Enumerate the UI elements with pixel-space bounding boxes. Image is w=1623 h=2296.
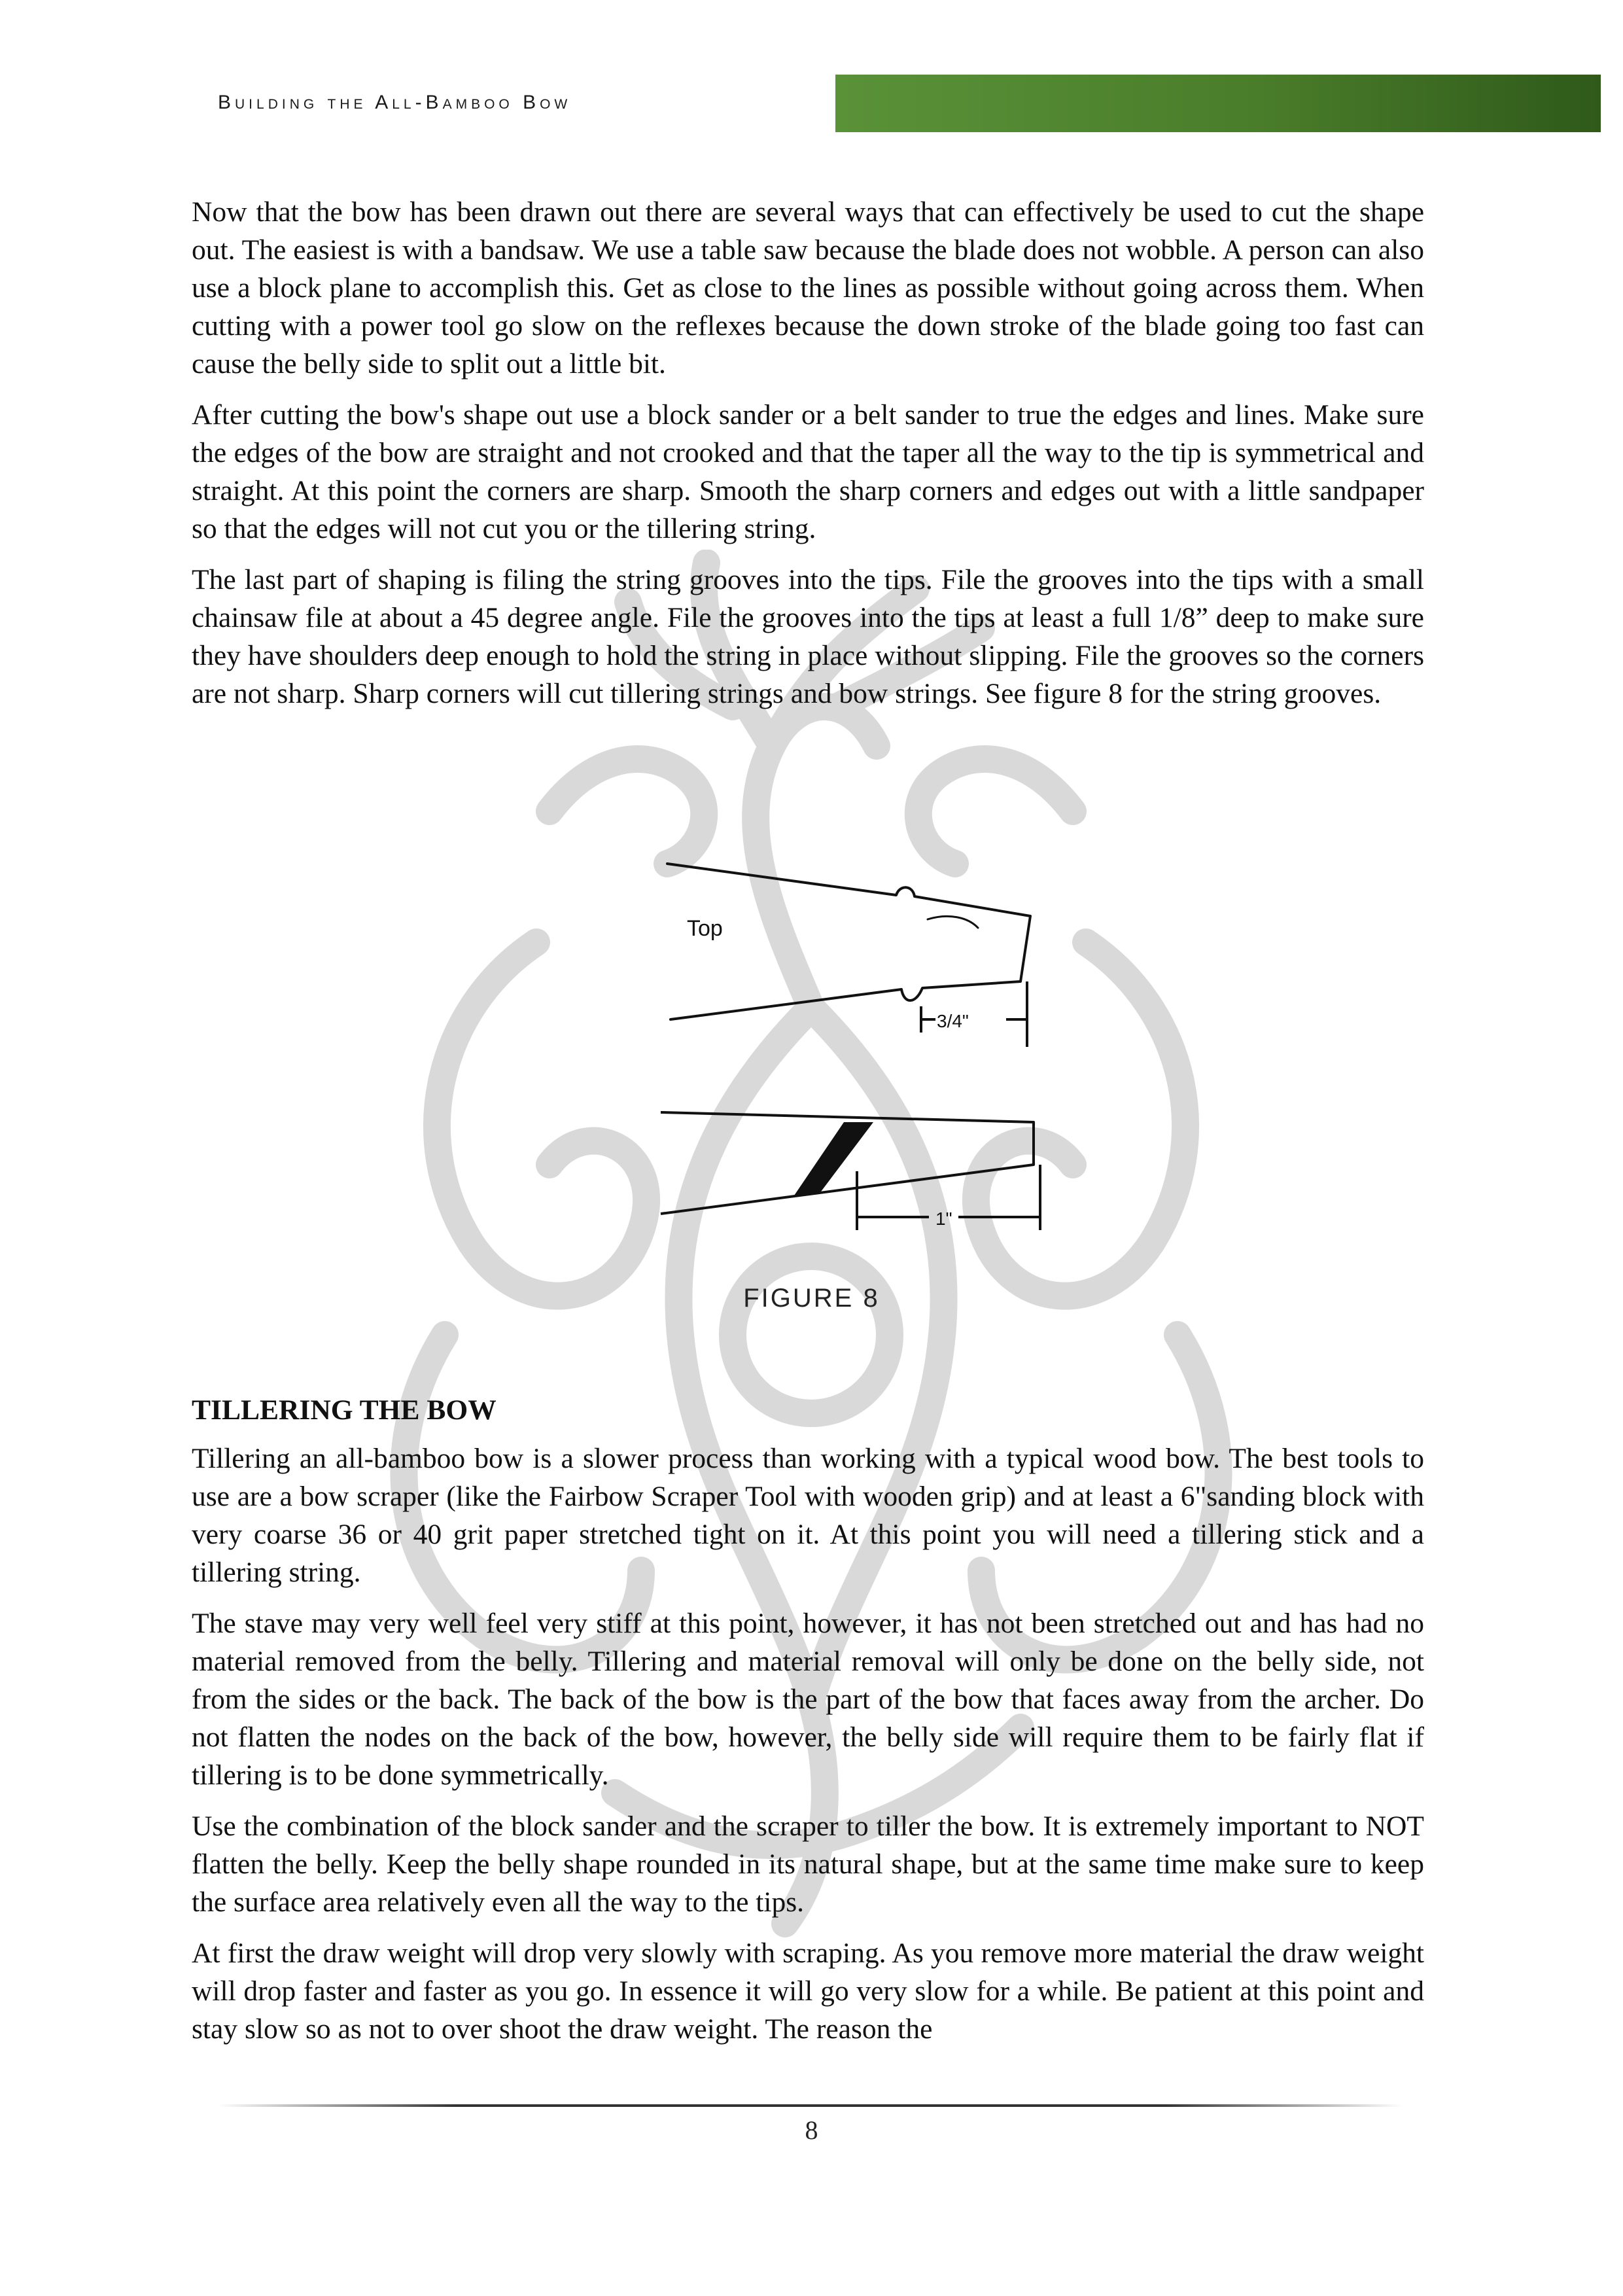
label-top: Top: [687, 916, 723, 941]
top-tip-outline: [667, 864, 1030, 1019]
dimension-bottom-label: 1": [935, 1209, 952, 1229]
paragraph: Use the combination of the block sander and the scraper to tiller the bow. It is extremely important to NOT flatten the belly. Keep the belly shape rounded in its natural shape, but at the same time make sure to keep the surface area relatively even all the way to the tips.: [192, 1810, 1424, 1918]
paragraph: Tillering an all-bamboo bow is a slower process than working with a typical wood bow. The best tools to use are a bow scraper (like the Fairbow Scraper Tool with wooden grip) and at least a 6"sanding block with very coarse 36 or 40 grit paper stretched tight on it. At this point you will need a tillering stick and a tillering string.: [192, 1443, 1424, 1588]
paragraph: Now that the bow has been drawn out there are several ways that can effectively be used to cut the shape out. The easiest is with a bandsaw. We use a table saw because the blade does not wobble. A person can also use a block plane to accomplish this. Get as close to the lines as possible without going across them. When cutting with a power tool go slow on the reflexes because the down stroke of the blade going too fast can cause the belly side to split out a little bit.: [192, 196, 1424, 380]
figure-8-string-grooves-diagram: [648, 844, 1066, 1237]
footer-divider: [218, 2104, 1402, 2107]
figure-caption: FIGURE 8: [743, 1284, 880, 1313]
section-heading-tillering: TILLERING THE BOW: [192, 1394, 497, 1426]
dimension-top-label: 3/4": [937, 1011, 969, 1031]
paragraph: The last part of shaping is filing the string grooves into the tips. File the grooves into the tips with a small chainsaw file at about a 45 degree angle. File the grooves into the tips at least a full 1/8” deep to make sure they have shoulders deep enough to hold the string in place without slipping. File the grooves so the corners are not sharp. Sharp corners will cut tillering strings and bow strings. See figure 8 for the string grooves.: [192, 564, 1424, 709]
header-accent-bar: [835, 75, 1601, 132]
body-section-shaping: [192, 193, 1424, 726]
paragraph: After cutting the bow's shape out use a block sander or a belt sander to true the edges and lines. Make sure the edges of the bow are straight and not crooked and that the taper all the way to the tip is symmetrical and straight. At this point the corners are sharp. Smooth the sharp corners and edges out with a little sandpaper so that the edges will not cut you or the tillering string.: [192, 399, 1424, 544]
running-header-title: Building the All-Bamboo Bow: [218, 92, 572, 113]
paragraph: At first the draw weight will drop very slowly with scraping. As you remove more material the draw weight will drop faster and faster as you go. In essence it will go very slow for a while. Be patient at this point and stay slow so as not to over shoot the draw weight. The reason the: [192, 1937, 1424, 2045]
body-section-tillering: [192, 1439, 1424, 2061]
paragraph: The stave may very well feel very stiff at this point, however, it has not been stretched out and has had no material removed from the belly. Tillering and material removal will only be done on the belly side, not from the sides or the back. The back of the bow is the part of the bow that faces away from the archer. Do not flatten the nodes on the back of the bow, however, the belly side will require them to be fairly flat if tillering is to be done symmetrically.: [192, 1608, 1424, 1791]
page-number: 8: [805, 2115, 818, 2145]
